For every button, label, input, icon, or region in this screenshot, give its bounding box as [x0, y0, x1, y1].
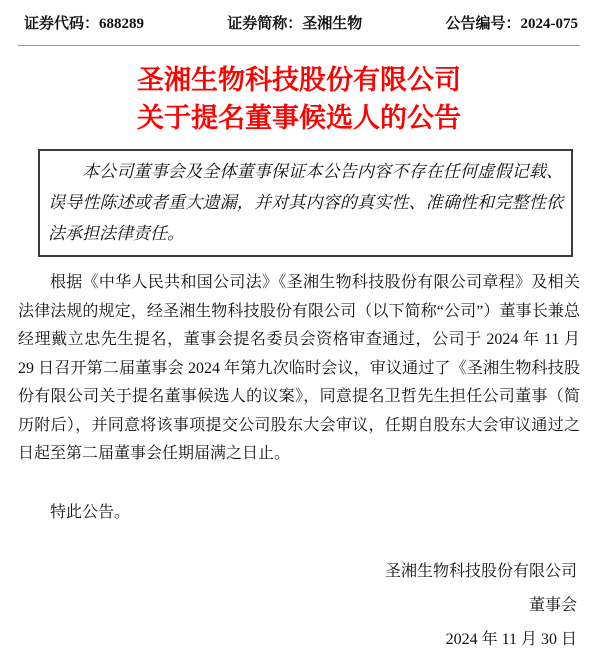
document-title-line2: 关于提名董事候选人的公告	[137, 103, 461, 133]
closing-statement: 特此公告。	[50, 503, 131, 521]
stock-short-name: 证券简称：圣湘生物	[227, 16, 363, 32]
signature-block	[18, 555, 580, 657]
signature-company: 圣湘生物科技股份有限公司	[384, 562, 577, 580]
announcement-body-paragraph: 根据《中华人民共和国公司法》《圣湘生物科技股份有限公司章程》及相关法律法规的规定，经圣湘生物科技股份有限公司（以下简称“公司”）董事长兼总经理戴立忠先生提名，董事会提名委员会资格审查通过，公司于 2024 年 11 月 29 日召开第二届董事会 2024 年第九次临时会议，审议通过了《圣湘生物科技股份有限公司关于提名董事候选人的议案》，同意提名卫哲先生担任公司董事（简历附后），并同意将该事项提交公司股东大会审议，任期自股东大会审议通过之日起至第二届董事会任期届满之日止。	[18, 274, 580, 462]
announcement-number: 公告编号：2024-075	[445, 16, 578, 32]
document-title-line1: 圣湘生物科技股份有限公司	[137, 65, 461, 95]
signature-signer: 董事会	[528, 596, 577, 614]
board-disclaimer-text: 本公司董事会及全体董事保证本公告内容不存在任何虚假记载、误导性陈述或者重大遗漏，并对其内容的真实性、准确性和完整性依法承担法律责任。	[48, 162, 563, 243]
signature-date: 2024 年 11 月 30 日	[445, 630, 577, 648]
document-title	[18, 61, 580, 137]
board-disclaimer-box	[38, 149, 573, 257]
header-divider	[18, 45, 580, 46]
stock-code: 证券代码：688289	[24, 16, 145, 32]
securities-info-row	[18, 10, 580, 33]
